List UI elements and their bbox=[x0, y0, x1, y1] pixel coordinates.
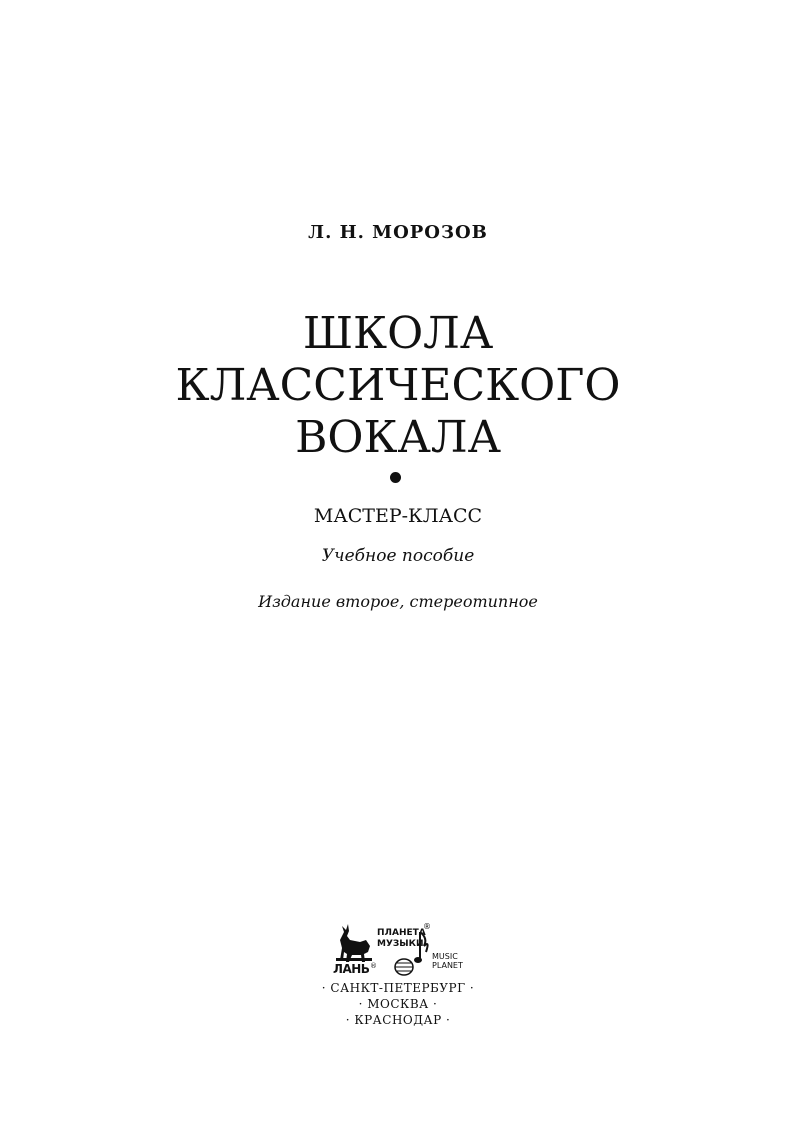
bullet-divider bbox=[390, 472, 401, 483]
book-subtitle: МАСТЕР-КЛАСС bbox=[313, 505, 483, 527]
music-planet-label bbox=[432, 952, 463, 970]
city-krasnodar: · КРАСНОДАР · bbox=[345, 1013, 451, 1027]
globe-icon bbox=[394, 958, 414, 976]
music-line-2: PLANET bbox=[432, 961, 463, 970]
music-line-1: MUSIC bbox=[432, 952, 458, 961]
registered-mark: ® bbox=[370, 962, 377, 970]
title-line-3: ВОКАЛА bbox=[295, 412, 501, 463]
book-genre: Учебное пособие bbox=[321, 546, 475, 566]
edition-note: Издание второе, стереотипное bbox=[258, 592, 538, 611]
lan-logo-text: ЛАНЬ bbox=[333, 962, 370, 976]
publisher-logo bbox=[320, 922, 470, 978]
publisher-cities bbox=[0, 980, 796, 1028]
planet-line-1: ПЛАНЕТА bbox=[377, 928, 426, 938]
planet-line-2: МУЗЫКИ bbox=[377, 939, 424, 949]
book-title bbox=[0, 308, 796, 464]
music-note-icon bbox=[414, 930, 434, 970]
city-saint-petersburg: · САНКТ-ПЕТЕРБУРГ · bbox=[321, 981, 475, 995]
title-line-2: КЛАССИЧЕСКОГО bbox=[175, 360, 621, 411]
registered-mark-2: ® bbox=[423, 922, 431, 931]
city-moscow: · МОСКВА · bbox=[358, 997, 438, 1011]
title-line-1: ШКОЛА bbox=[302, 308, 494, 359]
author-name: Л. Н. МОРОЗОВ bbox=[308, 222, 488, 243]
